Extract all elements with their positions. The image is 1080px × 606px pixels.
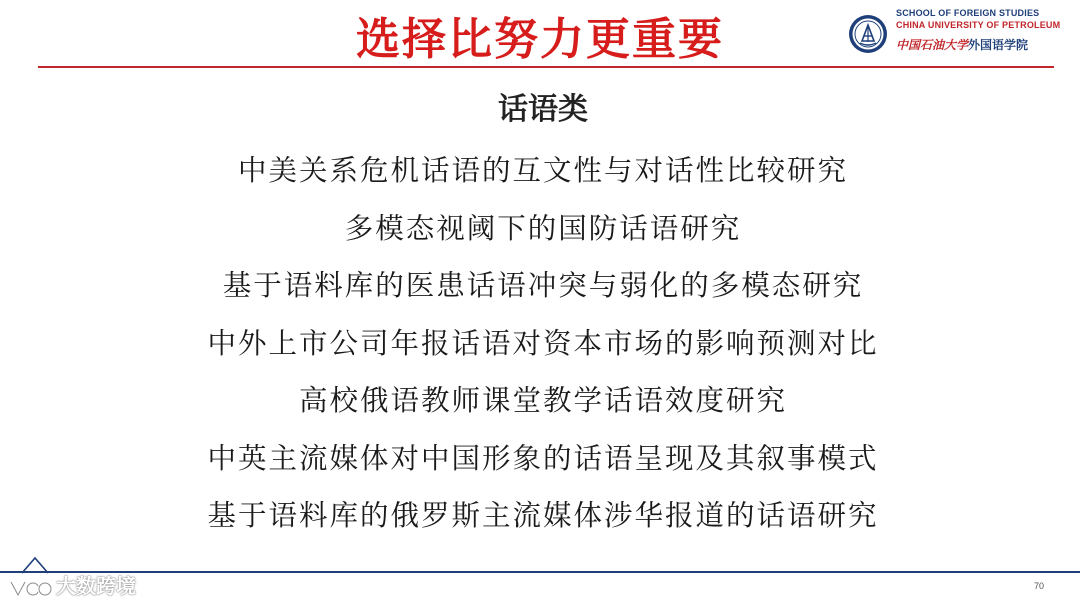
school-logo (846, 6, 1066, 62)
university-seal-icon (848, 14, 888, 54)
topic-item: 高校俄语教师课堂教学话语效度研究 (298, 384, 787, 417)
topic-item: 中美关系危机话语的互文性与对话性比较研究 (237, 154, 848, 187)
topic-item: 中外上市公司年报话语对资本市场的影响预测对比 (207, 326, 879, 360)
section-heading: 话语类 (498, 92, 588, 127)
topic-item: 多模态视阈下的国防话语研究 (344, 211, 742, 245)
watermark-logo-icon (8, 576, 52, 600)
topic-item: 基于语料库的医患话语冲突与弱化的多模态研究 (222, 269, 864, 302)
topic-item: 中英主流媒体对中国形象的话语呈现及其叙事模式 (207, 441, 879, 475)
footer-divider (0, 571, 1080, 573)
logo-school-name: 外国语学院 (968, 38, 1029, 52)
logo-university-name: 中国石油大学 (896, 38, 969, 52)
watermark-text: 大数跨境 (56, 574, 136, 598)
logo-english-line-1: SCHOOL OF FOREIGN STUDIES (896, 8, 1040, 18)
title-divider (38, 66, 1054, 68)
slide-title: 选择比努力更重要 (356, 14, 724, 65)
watermark (8, 572, 136, 600)
page-number: 70 (1034, 581, 1045, 591)
topic-item: 基于语料库的俄罗斯主流媒体涉华报道的话语研究 (207, 499, 879, 532)
logo-english-line-2: CHINA UNIVERSITY OF PETROLEUM (896, 20, 1061, 30)
logo-chinese-name (896, 36, 1028, 53)
topic-list (0, 147, 1080, 550)
